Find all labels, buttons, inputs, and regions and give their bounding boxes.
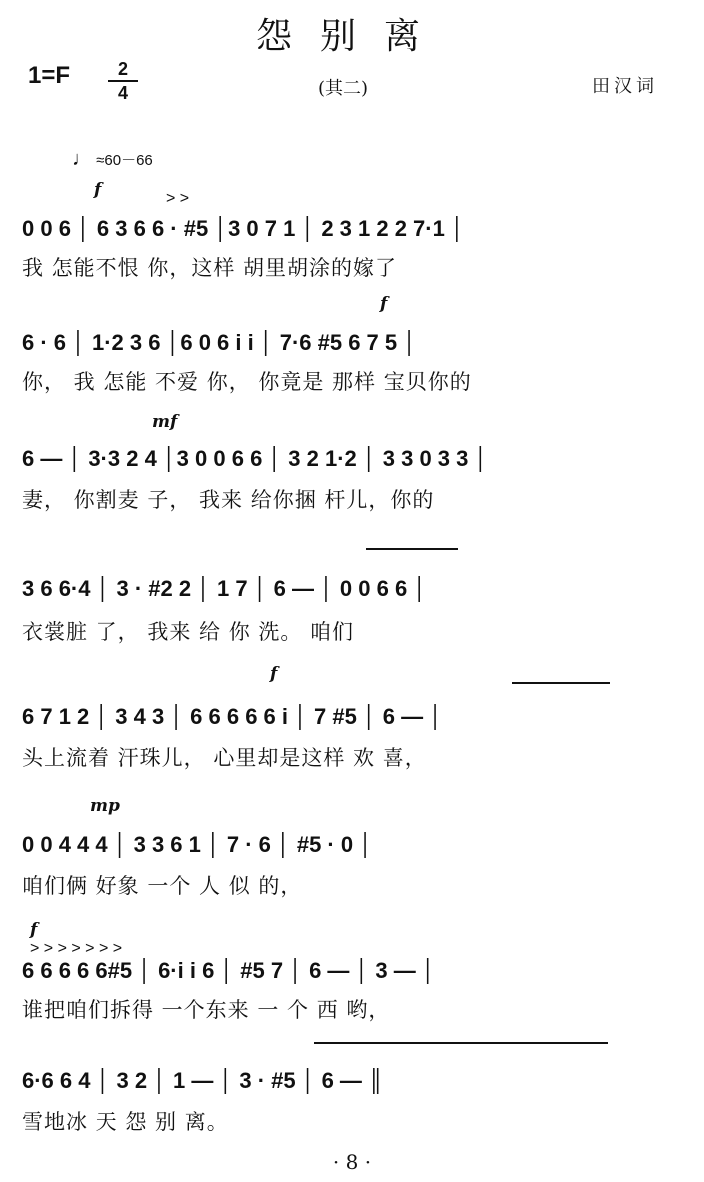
notation-line: 3 6 6·4 │ 3 · #2 2 │ 1 7 │ 6 — │ 0 0 6 6 │ bbox=[22, 576, 428, 601]
notation-line: 0 0 6 │ 6 3 6 6 · #5 │3 0 7 1 │ 2 3 1 2 2 7·1 │ bbox=[22, 216, 465, 241]
lyrics-line: 我 怎能不恨 你，这样 胡里胡涂的嫁了 bbox=[22, 256, 398, 280]
dynamic-marking: mp bbox=[90, 796, 120, 816]
decrescendo-hairpin bbox=[512, 682, 610, 684]
notation-line: 6 6 6 6 6#5 │ 6·i i 6 │ #5 7 │ 6 — │ 3 — │ bbox=[22, 958, 436, 983]
tempo-value: ≈60－66 bbox=[96, 152, 153, 169]
page-number: · 8 · bbox=[332, 1150, 372, 1174]
dynamic-marking: f bbox=[94, 180, 102, 200]
notation-line: 6 · 6 │ 1·2 3 6 │6 0 6 i i │ 7·6 #5 6 7 5 │ bbox=[22, 330, 417, 355]
time-signature-top: 2 bbox=[117, 59, 128, 79]
tempo-marking bbox=[72, 148, 153, 171]
time-signature-bottom: 4 bbox=[108, 80, 138, 104]
song-title: 怨别离 bbox=[255, 16, 448, 57]
key-signature: 1=F bbox=[28, 62, 71, 89]
notation-line: 6·6 6 4 │ 3 2 │ 1 — │ 3 · #5 │ 6 — ║ bbox=[22, 1068, 384, 1093]
accent-marks: > > bbox=[166, 190, 190, 207]
dynamic-marking: f bbox=[270, 664, 278, 684]
notation-line: 6 — │ 3·3 2 4 │3 0 0 6 6 │ 3 2 1·2 │ 3 3 0 3 3 │ bbox=[22, 446, 489, 471]
time-signature bbox=[108, 58, 138, 104]
lyrics-line: 雪地冰 天 怨 别 离。 bbox=[22, 1110, 229, 1134]
lyrics-line: 你， 我 怎能 不爱 你， 你竟是 那样 宝贝你的 bbox=[22, 370, 472, 394]
accent-marks: > > > > > > > bbox=[30, 940, 123, 957]
lyrics-line: 衣裳脏 了， 我来 给 你 洗。 咱们 bbox=[22, 620, 355, 644]
lyrics-line: 谁把咱们拆得 一个东来 一 个 西 哟， bbox=[22, 998, 391, 1022]
dynamic-marking: f bbox=[30, 920, 38, 940]
quarter-note-icon: ♩ bbox=[72, 148, 92, 170]
lyricist-credit: 田汉词 bbox=[592, 76, 658, 97]
lyrics-line: 妻， 你割麦 子， 我来 给你捆 杆儿，你的 bbox=[22, 488, 435, 512]
subtitle: (其二) bbox=[318, 78, 369, 99]
notation-line: 6 7 1 2 │ 3 4 3 │ 6 6 6 6 6 i │ 7 #5 │ 6 — │ bbox=[22, 704, 443, 729]
lyrics-line: 头上流着 汗珠儿， 心里却是这样 欢 喜， bbox=[22, 746, 427, 770]
lyrics-line: 咱们俩 好象 一个 人 似 的， bbox=[22, 874, 303, 898]
decrescendo-hairpin bbox=[366, 548, 458, 550]
dynamic-marking: f bbox=[380, 294, 388, 314]
notation-line: 0 0 4 4 4 │ 3 3 6 1 │ 7 · 6 │ #5 · 0 │ bbox=[22, 832, 373, 857]
decrescendo-hairpin bbox=[314, 1042, 608, 1044]
dynamic-marking: mf bbox=[152, 412, 178, 432]
